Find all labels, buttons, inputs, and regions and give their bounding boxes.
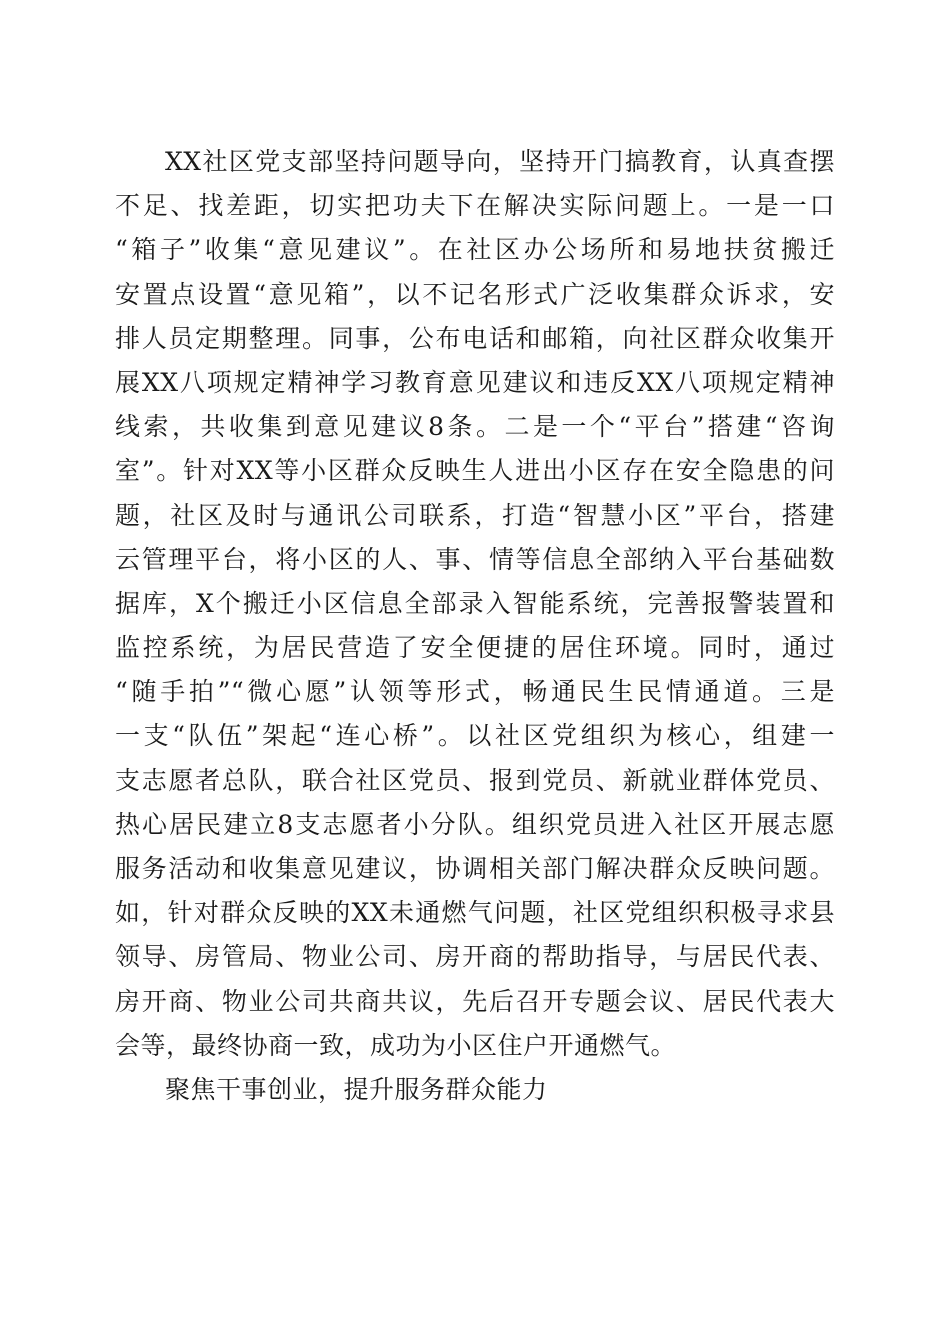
paragraph-line: 热心居民建立8支志愿者小分队。组织党员进入社区开展志愿 [115,809,835,839]
document-body [115,140,835,1112]
paragraph-line: 室”。针对XX等小区群众反映生人进出小区存在安全隐患的问 [115,456,835,486]
paragraph-line: 房开商、物业公司共商共议，先后召开专题会议、居民代表大 [115,986,835,1016]
section-heading: 聚焦干事创业，提升服务群众能力 [165,1074,548,1104]
paragraph-line: 如，针对群众反映的XX未通燃气问题，社区党组织积极寻求县 [115,898,835,928]
paragraph-line: 领导、房管局、物业公司、房开商的帮助指导，与居民代表、 [115,942,835,972]
paragraph-line-last: 会等，最终协商一致，成功为小区住户开通燃气。 [115,1030,677,1060]
paragraph-line: “随手拍”“微心愿”认领等形式，畅通民生民情通道。三是 [115,677,835,707]
paragraph-line: 一支“队伍”架起“连心桥”。以社区党组织为核心，组建一 [115,721,835,751]
paragraph-line: 云管理平台，将小区的人、事、情等信息全部纳入平台基础数 [115,544,835,574]
paragraph-line: 排人员定期整理。同事，公布电话和邮箱，向社区群众收集开 [115,323,835,353]
paragraph-line: 支志愿者总队，联合社区党员、报到党员、新就业群体党员、 [115,765,835,795]
paragraph-line: XX社区党支部坚持问题导向，坚持开门搞教育，认真查摆 [165,147,835,176]
paragraph-line: 安置点设置“意见箱”，以不记名形式广泛收集群众诉求，安 [115,279,835,309]
paragraph-line: 服务活动和收集意见建议，协调相关部门解决群众反映问题。 [115,854,835,883]
paragraph-line: 监控系统，为居民营造了安全便捷的居住环境。同时，通过 [115,633,835,663]
paragraph-line: 展XX八项规定精神学习教育意见建议和违反XX八项规定精神 [115,367,835,397]
paragraph-line: 据库，X个搬迁小区信息全部录入智能系统，完善报警装置和 [115,588,835,618]
paragraph-line: 线索，共收集到意见建议8条。二是一个“平台”搭建“咨询 [115,412,835,442]
paragraph-line: “箱子”收集“意见建议”。在社区办公场所和易地扶贫搬迁 [115,235,835,265]
paragraph-line: 不足、找差距，切实把功夫下在解决实际问题上。一是一口 [115,191,835,221]
paragraph-line: 题，社区及时与通讯公司联系，打造“智慧小区”平台，搭建 [115,500,835,530]
